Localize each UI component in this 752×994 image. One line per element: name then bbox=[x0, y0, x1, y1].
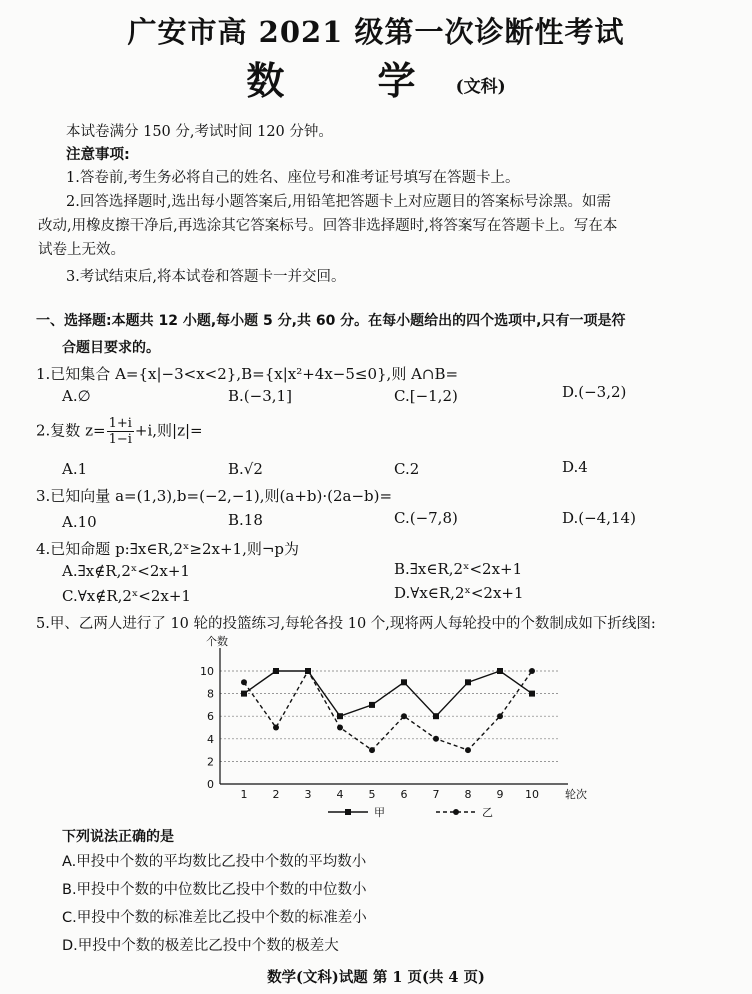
question-3-stem: 3.已知向量 a=(1,3),b=(−2,−1),则(a+b)·(2a−b)= bbox=[36, 487, 393, 505]
question-1-option-b: B.(−3,1] bbox=[228, 387, 292, 405]
series-2-point-4 bbox=[337, 725, 343, 731]
series-2-point-1 bbox=[241, 679, 247, 685]
shooting-line-chart bbox=[180, 635, 587, 822]
x-tick-label-8: 8 bbox=[464, 788, 472, 801]
series-1-point-7 bbox=[433, 713, 439, 719]
question-3-option-c: C.(−7,8) bbox=[394, 509, 458, 527]
series-1-point-9 bbox=[497, 668, 503, 674]
legend-marker-1 bbox=[345, 809, 351, 815]
question-2-stem-post: +i,则|z|= bbox=[134, 421, 203, 440]
series-2-point-2 bbox=[273, 725, 279, 731]
x-tick-label-7: 7 bbox=[432, 788, 440, 801]
question-5-option-c: C.甲投中个数的标准差比乙投中个数的标准差小 bbox=[62, 910, 367, 926]
series-1-point-8 bbox=[465, 679, 471, 685]
x-tick-label-5: 5 bbox=[368, 788, 376, 801]
question-2-stem bbox=[36, 416, 203, 447]
series-2-point-6 bbox=[401, 713, 407, 719]
notice-item-1: 1.答卷前,考生务必将自己的姓名、座位号和准考证号填写在答题卡上。 bbox=[66, 170, 520, 186]
series-1-point-4 bbox=[337, 713, 343, 719]
question-2-fraction-numerator: 1+i bbox=[108, 416, 132, 431]
x-tick-label-2: 2 bbox=[272, 788, 280, 801]
question-2-option-c: C.2 bbox=[394, 460, 420, 478]
y-tick-label-4: 4 bbox=[207, 732, 214, 746]
exam-title: 广安市高 2021 级第一次诊断性考试 bbox=[127, 15, 625, 49]
subject-name: 数 学 bbox=[246, 58, 456, 103]
exam-intro: 本试卷满分 150 分,考试时间 120 分钟。 bbox=[66, 124, 333, 140]
series-2-point-5 bbox=[369, 747, 375, 753]
series-1-point-5 bbox=[369, 702, 375, 708]
page-footer: 数学(文科)试题 第 1 页(共 4 页) bbox=[267, 969, 485, 986]
question-1-option-c: C.[−1,2) bbox=[394, 387, 458, 405]
question-2-stem-pre: 2.复数 z= bbox=[36, 421, 106, 440]
subject-title bbox=[0, 50, 752, 105]
y-axis-label: 个数 bbox=[206, 635, 228, 648]
question-4-option-d: D.∀x∈R,2ˣ<2x+1 bbox=[394, 584, 524, 602]
notice-item-3: 3.考试结束后,将本试卷和答题卡一并交回。 bbox=[66, 269, 346, 285]
question-4-option-b: B.∃x∈R,2ˣ<2x+1 bbox=[394, 560, 523, 578]
x-tick-label-1: 1 bbox=[240, 788, 248, 801]
question-2-fraction-denominator: 1−i bbox=[108, 432, 132, 447]
series-2-point-7 bbox=[433, 736, 439, 742]
question-1-stem: 1.已知集合 A={x|−3<x<2},B={x|x²+4x−5≤0},则 A∩B= bbox=[36, 365, 459, 383]
y-tick-label-2: 2 bbox=[207, 755, 214, 769]
question-2-option-a: A.1 bbox=[62, 460, 88, 478]
question-4-stem: 4.已知命题 p:∃x∈R,2ˣ≥2x+1,则¬p为 bbox=[36, 540, 300, 558]
question-1-option-a: A.∅ bbox=[62, 387, 91, 405]
question-2-option-d: D.4 bbox=[562, 458, 588, 476]
y-tick-label-8: 8 bbox=[207, 687, 214, 701]
question-3-option-d: D.(−4,14) bbox=[562, 509, 636, 527]
section-1-header-line-2: 合题目要求的。 bbox=[62, 340, 160, 356]
question-5-stem: 5.甲、乙两人进行了 10 轮的投篮练习,每轮各投 10 个,现将两人每轮投中的个数制成如下折线图: bbox=[36, 616, 656, 632]
x-tick-label-9: 9 bbox=[496, 788, 504, 801]
question-4-option-a: A.∃x∉R,2ˣ<2x+1 bbox=[62, 562, 190, 580]
series-1-point-2 bbox=[273, 668, 279, 674]
section-1-header-line-1: 一、选择题:本题共 12 小题,每小题 5 分,共 60 分。在每小题给出的四个选项中,只有一项是符 bbox=[36, 313, 626, 329]
question-2-fraction bbox=[107, 416, 134, 447]
question-4-option-c: C.∀x∉R,2ˣ<2x+1 bbox=[62, 587, 191, 605]
x-tick-label-10: 10 bbox=[525, 788, 539, 801]
question-5-option-b: B.甲投中个数的中位数比乙投中个数的中位数小 bbox=[62, 882, 367, 898]
notice-heading: 注意事项: bbox=[66, 147, 130, 163]
notice-item-2-line-1: 2.回答选择题时,选出每小题答案后,用铅笔把答题卡上对应题目的答案标号涂黑。如需 bbox=[66, 194, 612, 210]
series-2-point-8 bbox=[465, 747, 471, 753]
question-1-option-d: D.(−3,2) bbox=[562, 383, 627, 401]
y-tick-label-10: 10 bbox=[200, 665, 214, 678]
x-tick-label-4: 4 bbox=[336, 788, 344, 801]
question-3-option-b: B.18 bbox=[228, 511, 263, 529]
y-tick-label-0: 0 bbox=[207, 778, 214, 791]
y-tick-label-6: 6 bbox=[207, 710, 214, 724]
question-5-option-a: A.甲投中个数的平均数比乙投中个数的平均数小 bbox=[62, 854, 367, 870]
x-axis-label: 轮次 bbox=[565, 788, 587, 801]
series-1-point-10 bbox=[529, 691, 535, 697]
x-tick-label-3: 3 bbox=[304, 788, 312, 801]
series-1-point-1 bbox=[241, 691, 247, 697]
question-5-prompt: 下列说法正确的是 bbox=[62, 829, 174, 845]
legend-marker-2 bbox=[453, 809, 459, 815]
notice-item-2-line-2: 改动,用橡皮擦干净后,再选涂其它答案标号。回答非选择题时,将答案写在答题卡上。写在本 bbox=[38, 218, 618, 234]
subject-tag: (文科) bbox=[455, 77, 506, 97]
series-2-point-9 bbox=[497, 713, 503, 719]
series-2-point-3 bbox=[305, 668, 311, 674]
x-tick-label-6: 6 bbox=[400, 788, 408, 801]
series-2-point-10 bbox=[529, 668, 535, 674]
series-1-point-6 bbox=[401, 679, 407, 685]
question-2-option-b: B.√2 bbox=[228, 460, 263, 478]
question-3-option-a: A.10 bbox=[62, 513, 97, 531]
legend-label-2: 乙 bbox=[482, 806, 493, 819]
legend-label-1: 甲 bbox=[374, 806, 385, 819]
question-5-option-d: D.甲投中个数的极差比乙投中个数的极差大 bbox=[62, 938, 339, 954]
series-line-2 bbox=[244, 671, 532, 750]
notice-item-2-line-3: 试卷上无效。 bbox=[38, 242, 125, 258]
